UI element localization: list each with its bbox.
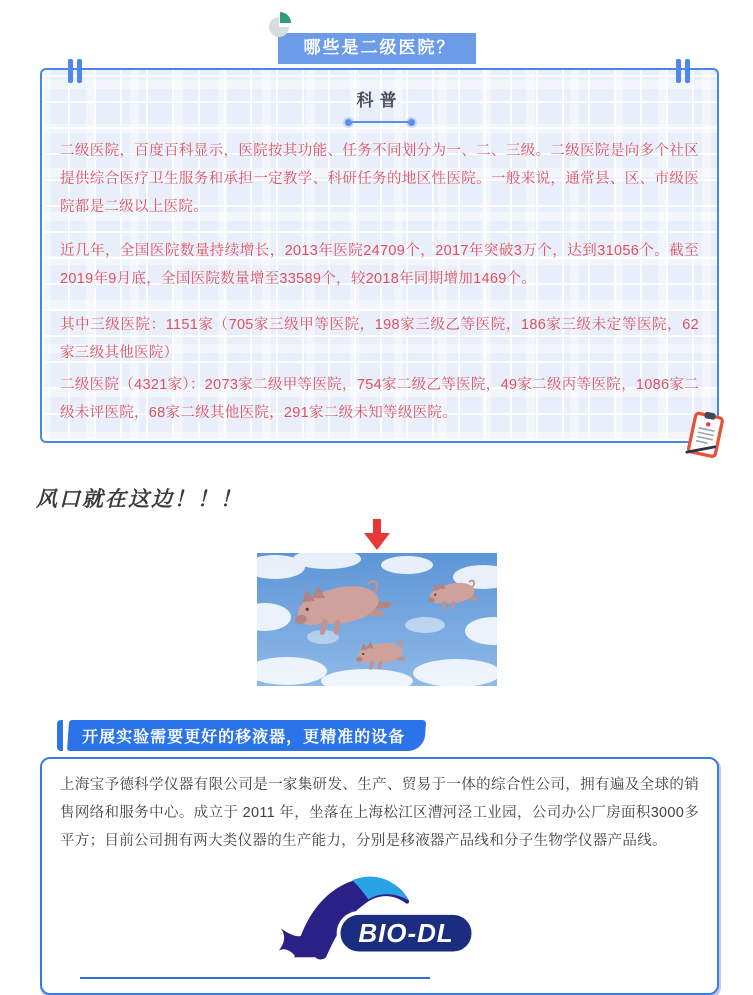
- down-arrow-icon: [360, 519, 394, 551]
- kepu-title-divider: [60, 117, 699, 127]
- flying-pigs-image: [0, 553, 753, 686]
- kepu-paragraph-1: 二级医院，百度百科显示，医院按其功能、任务不同划分为一、二、三级。二级医院是向多个社区提供综合医疗卫生服务和承担一定教学、科研任务的地区性医院。一般来说，通常县、区、市级医院都是二级以上医院。: [60, 143, 699, 216]
- logo-text: BIO-DL: [357, 918, 454, 949]
- bottom-divider-line: [80, 977, 430, 979]
- clipboard-icon: [682, 408, 729, 463]
- tag-body: [67, 720, 426, 751]
- kepu-box: [40, 68, 719, 443]
- company-box: [40, 757, 719, 995]
- kepu-paragraph-3: 其中三级医院：1151家（705家三级甲等医院，198家三级乙等医院，186家三级未定等医院，62家三级其他医院）: [60, 317, 699, 362]
- tag-label: 开展实验需要更好的移液器，更精准的设备: [82, 729, 406, 747]
- kepu-paragraph-4: 二级医院（4321家）：2073家二级甲等医院，754家二级乙等医院，49家二级丙等医院，1086家二级未评医院，68家二级其他医院，291家二级未知等级医院。: [60, 377, 699, 422]
- ribbon-icon: [266, 11, 292, 41]
- product-tag: [57, 720, 753, 751]
- quote-mark-left-icon: [68, 59, 83, 83]
- bio-dl-logo: [275, 863, 485, 963]
- slogan-text: 风口就在这边！！！: [36, 488, 243, 512]
- kepu-paragraph-2: 近几年，全国医院数量持续增长，2013年医院24709个，2017年突破3万个，达到31056个。截至2019年9月底，全国医院数量增至33589个，较2018年同期增加1469个。: [60, 243, 699, 288]
- page-title: 哪些是二级医院？: [303, 38, 456, 57]
- kepu-section-title: 科普: [356, 91, 403, 111]
- company-paragraph: 上海宝予德科学仪器有限公司是一家集研发、生产、贸易于一体的综合性公司，拥有遍及全球的销售网络和服务中心。成立于 2011 年，坐落在上海松江区漕河泾工业园，公司办公厂房面积3000多平方；目前公司拥有两大类仪器的生产能力，分别是移液器产品线和分子生物学仪器产品线。: [60, 777, 699, 850]
- header: [0, 0, 753, 64]
- page-title-banner: [278, 33, 476, 64]
- quote-mark-right-icon: [676, 59, 691, 83]
